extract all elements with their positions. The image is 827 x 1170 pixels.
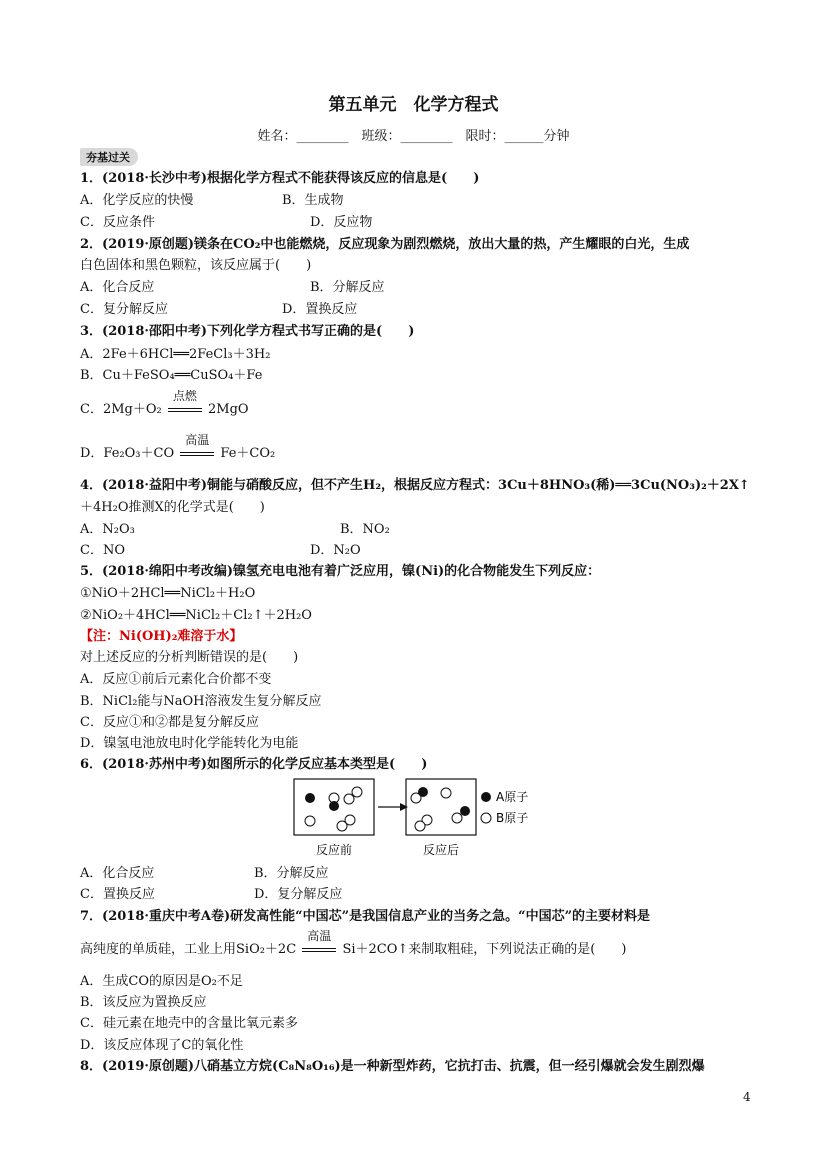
option-3b: B．Cu＋FeSO₄══CuSO₄＋Fe [80, 368, 263, 383]
reaction-condition-high-temp-2: 高温 [300, 942, 338, 957]
option-4d: D．N₂O [310, 543, 361, 558]
option-5c: C．反应①和②都是复分解反应 [80, 715, 259, 730]
option-2c: C．复分解反应 [80, 302, 168, 317]
reaction-2: ②NiO₂＋4HCl══NiCl₂＋Cl₂↑＋2H₂O [80, 608, 312, 623]
option-7d: D．该反应体现了C的氧化性 [80, 1038, 244, 1053]
page-title: 第五单元 化学方程式 [328, 95, 499, 115]
option-2a: A．化合反应 [80, 280, 155, 295]
option-5a: A．反应①前后元素化合价都不变 [80, 672, 272, 687]
a-atom [460, 806, 470, 816]
option-6b: B．分解反应 [254, 866, 329, 881]
option-6a: A．化合反应 [80, 866, 155, 881]
option-7a: A．生成CO的原因是O₂不足 [80, 974, 243, 989]
legend-a-label: A原子 [496, 790, 529, 804]
option-6d: D．复分解反应 [254, 887, 343, 902]
option-7c: C．硅元素在地壳中的含量比氧元素多 [80, 1016, 298, 1031]
option-3a: A．2Fe＋6HCl══2FeCl₃＋3H₂ [80, 347, 271, 362]
a-atom [329, 801, 339, 811]
reaction-1: ①NiO＋2HCl══NiCl₂＋H₂O [80, 586, 256, 601]
question-3: 3．(2018·邵阳中考)下列化学方程式书写正确的是( ) [80, 324, 415, 339]
b-atom [344, 794, 354, 804]
reaction-condition-high-temp: 高温 [178, 446, 216, 461]
reaction-condition-ignite: 点燃 [166, 402, 204, 417]
option-3d-right: Fe＋CO₂ [220, 446, 276, 461]
arrow-head [400, 803, 408, 811]
b-atom [415, 821, 425, 831]
option-3c-right: 2MgO [208, 402, 249, 417]
option-3c [80, 389, 249, 417]
option-4b: B．NO₂ [340, 522, 390, 537]
legend-a-icon [481, 792, 491, 802]
before-label: 反应前 [315, 843, 353, 857]
option-3c-left: C．2Mg＋O₂ [80, 402, 162, 417]
question-4: 4．(2018·益阳中考)铜能与硝酸反应，但不产生H₂，根据反应方程式：3Cu＋8HNO₃(稀)══3Cu(NO₃)₂＋2X↑ [80, 478, 750, 493]
b-atom [452, 813, 462, 823]
option-1d: D．反应物 [310, 215, 373, 230]
note: 【注：Ni(OH)₂难溶于水】 [80, 629, 243, 644]
option-5b: B．NiCl₂能与NaOH溶液发生复分解反应 [80, 694, 322, 709]
legend-b-label: B原子 [496, 811, 529, 825]
question-7: 7．(2018·重庆中考A卷)研发高性能“中国芯”是我国信息产业的当务之急。“中国芯”的主要材料是 [80, 909, 651, 924]
student-info-line: 姓名：________ 班级：________ 限时：______分钟 [257, 129, 570, 144]
a-atom [305, 793, 315, 803]
page-number: 4 [743, 1090, 751, 1104]
a-atom [418, 787, 428, 797]
question-4-cont: ＋4H₂O推测X的化学式是( ) [80, 500, 265, 515]
option-6c: C．置换反应 [80, 887, 155, 902]
option-2d: D．置换反应 [282, 302, 358, 317]
reaction-diagram [290, 776, 550, 858]
b-atom [305, 816, 315, 826]
b-atom [352, 787, 362, 797]
option-5d: D．镍氢电池放电时化学能转化为电能 [80, 736, 299, 751]
option-7b: B．该反应为置换反应 [80, 995, 207, 1010]
question-5: 5．(2018·绵阳中考改编)镍氢充电电池有着广泛应用，镍(Ni)的化合物能发生下列反应： [80, 564, 601, 579]
question-6: 6．(2018·苏州中考)如图所示的化学反应基本类型是( ) [80, 757, 428, 772]
question-1: 1．(2018·长沙中考)根据化学方程式不能获得该反应的信息是( ) [80, 171, 480, 186]
question-8: 8．(2019·原创题)八硝基立方烷(C₈N₈O₁₆)是一种新型炸药，它抗打击、抗震，但一经引爆就会发生剧烈爆 [80, 1059, 705, 1074]
question-2-cont: 白色固体和黑色颗粒，该反应属于( ) [80, 258, 312, 273]
b-atom [337, 821, 347, 831]
after-label: 反应后 [422, 843, 460, 857]
section-tag: 夯基过关 [80, 148, 138, 166]
option-1a: A．化学反应的快慢 [80, 193, 194, 208]
question-7-left: 高纯度的单质硅，工业上用SiO₂＋2C [80, 942, 297, 957]
option-2b: B．分解反应 [310, 280, 385, 295]
option-1b: B．生成物 [282, 193, 344, 208]
question-5-prompt: 对上述反应的分析判断错误的是( ) [80, 650, 299, 665]
legend-b-icon [481, 813, 491, 823]
option-3d-left: D．Fe₂O₃＋CO [80, 446, 175, 461]
option-1c: C．反应条件 [80, 215, 155, 230]
option-4c: C．NO [80, 543, 125, 558]
question-7-right: Si＋2CO↑来制取粗硅，下列说法正确的是( ) [342, 942, 627, 957]
question-7-cont [80, 929, 627, 957]
question-2: 2．(2019·原创题)镁条在CO₂中也能燃烧，反应现象为剧烈燃烧，放出大量的热，产生耀眼的白光，生成 [80, 237, 690, 252]
option-3d [80, 433, 276, 461]
option-4a: A．N₂O₃ [80, 522, 135, 537]
b-atom [441, 788, 451, 798]
